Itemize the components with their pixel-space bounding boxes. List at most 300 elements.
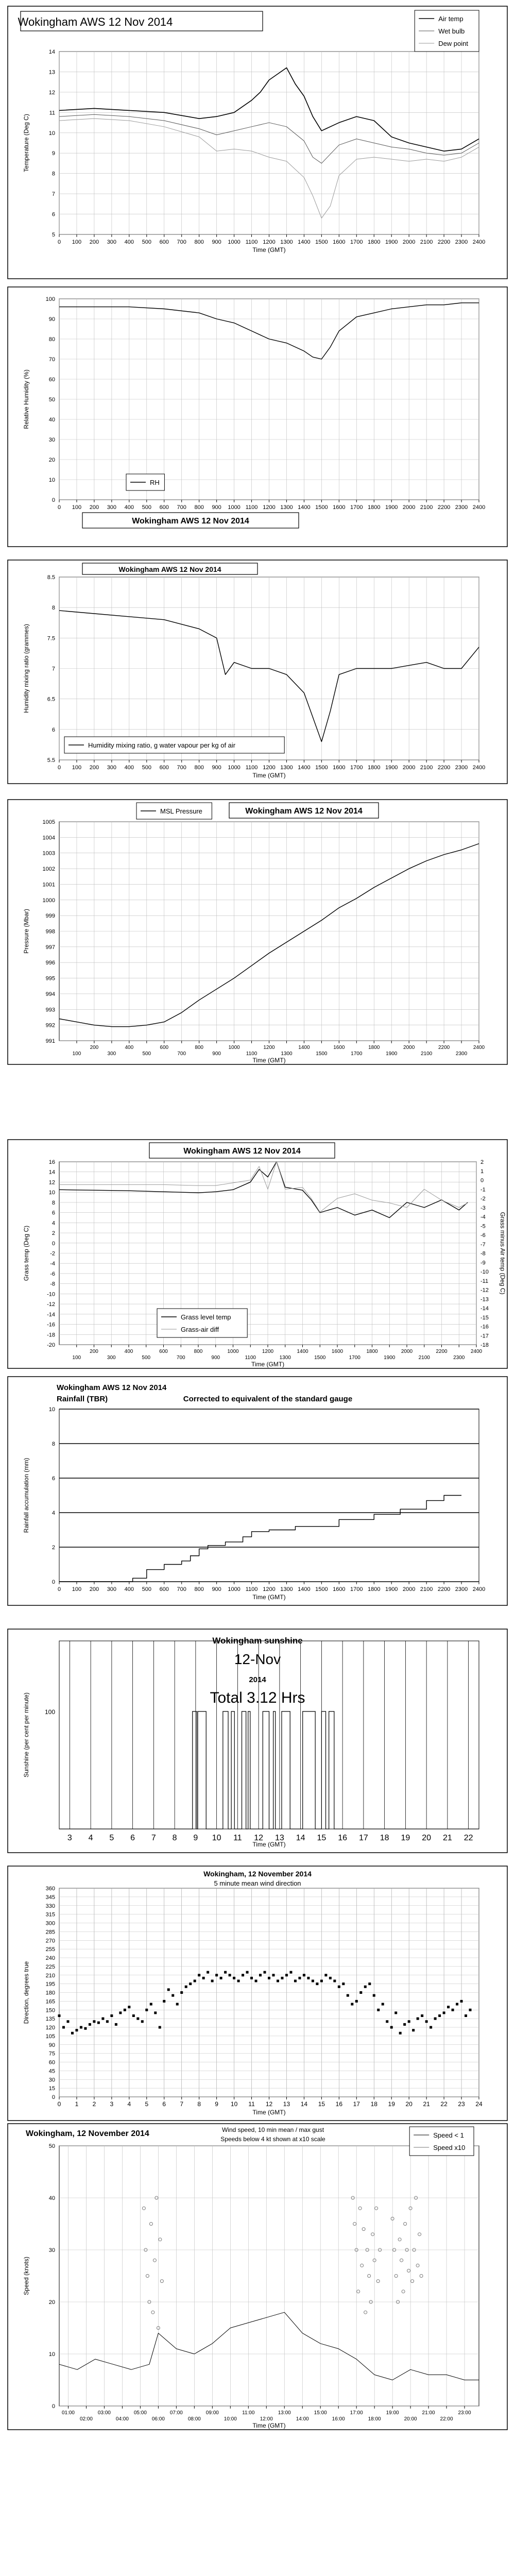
y-tick-label: 1001 bbox=[42, 882, 55, 888]
y-tick-label: -18 bbox=[47, 1332, 55, 1338]
x-axis-label: Time (GMT) bbox=[252, 1057, 286, 1064]
data-point bbox=[324, 1974, 327, 1976]
x-tick-label: 100 bbox=[72, 1586, 82, 1592]
y-tick-label: 360 bbox=[45, 1886, 55, 1892]
legend-label: Humidity mixing ratio, g water vapour per kg of air bbox=[88, 741, 236, 749]
x-tick-label: 700 bbox=[177, 1051, 186, 1057]
x-tick-label: 9 bbox=[215, 2100, 218, 2108]
x-tick-label: 18:00 bbox=[368, 2416, 381, 2422]
x-tick-label: 21:00 bbox=[422, 2410, 435, 2416]
x-tick-label: 200 bbox=[90, 1045, 99, 1050]
y-tick-label: 5 bbox=[52, 232, 55, 238]
data-point bbox=[320, 1980, 323, 1982]
y2-tick-label: -12 bbox=[480, 1287, 489, 1294]
x-tick-label: 700 bbox=[177, 765, 186, 771]
x-tick-label: 2000 bbox=[403, 1045, 415, 1050]
x-tick-label: 500 bbox=[142, 504, 151, 511]
x-tick-label: 4 bbox=[127, 2100, 131, 2108]
x-tick-label: 22:00 bbox=[440, 2416, 453, 2422]
data-point bbox=[298, 1977, 301, 1979]
x-tick-label: 06:00 bbox=[151, 2416, 165, 2422]
x-tick-label: 04:00 bbox=[115, 2416, 129, 2422]
x-tick-label: 600 bbox=[159, 504, 169, 511]
x-tick-label: 700 bbox=[177, 1586, 186, 1592]
x-tick-label: 2400 bbox=[473, 1045, 485, 1050]
y2-tick-label: -17 bbox=[480, 1333, 489, 1340]
y-tick-label: 6 bbox=[52, 726, 55, 733]
y-tick-label: 991 bbox=[45, 1038, 55, 1044]
x-tick-label: 1900 bbox=[385, 504, 398, 511]
x-tick-label: 1600 bbox=[333, 239, 346, 245]
x-tick-label: 1000 bbox=[228, 504, 241, 511]
x-tick-label: 100 bbox=[72, 1051, 81, 1057]
x-tick-label: 7 bbox=[180, 2100, 184, 2108]
x-tick-label: 1800 bbox=[368, 1586, 381, 1592]
x-tick-label: 1400 bbox=[298, 1045, 310, 1050]
data-point bbox=[124, 2009, 126, 2011]
x-tick-label: 1900 bbox=[385, 1586, 398, 1592]
y-tick-label: 1003 bbox=[42, 850, 55, 857]
x-tick-label: 20 bbox=[405, 2100, 413, 2108]
x-tick-label: 1300 bbox=[281, 1051, 293, 1057]
x-tick-label: 600 bbox=[159, 765, 169, 771]
x-tick-label: 900 bbox=[212, 1586, 221, 1592]
x-tick-label: 19 bbox=[401, 1834, 410, 1842]
legend-label: MSL Pressure bbox=[160, 807, 202, 815]
chart-title: Wokingham AWS 12 Nov 2014 bbox=[245, 807, 363, 816]
x-tick-label: 14:00 bbox=[296, 2416, 309, 2422]
y-tick-label: 8 bbox=[52, 605, 55, 612]
chart-subtitle: Rainfall (TBR) bbox=[57, 1395, 108, 1403]
data-point bbox=[421, 2014, 423, 2017]
x-tick-label: 23 bbox=[458, 2100, 465, 2108]
y-tick-label: 50 bbox=[48, 2143, 55, 2149]
x-tick-label: 10:00 bbox=[224, 2416, 237, 2422]
data-point bbox=[277, 1980, 279, 1982]
y-tick-label: 8 bbox=[52, 1199, 55, 1206]
x-tick-label: 2000 bbox=[402, 1586, 416, 1592]
x-tick-label: 1200 bbox=[262, 1349, 274, 1354]
data-point bbox=[285, 1974, 288, 1976]
x-tick-label: 2100 bbox=[418, 1355, 430, 1361]
x-tick-label: 1000 bbox=[228, 1045, 240, 1050]
x-tick-label: 2300 bbox=[455, 504, 468, 511]
x-tick-label: 8 bbox=[172, 1834, 177, 1842]
x-tick-label: 2100 bbox=[420, 1586, 433, 1592]
y-tick-label: 100 bbox=[44, 1708, 55, 1716]
x-tick-label: 1600 bbox=[333, 765, 346, 771]
chart-title: Wokingham AWS 12 Nov 2014 bbox=[18, 15, 173, 28]
y-tick-label: 120 bbox=[45, 2025, 55, 2031]
x-tick-label: 16:00 bbox=[332, 2416, 345, 2422]
chart-subtitle: 5 minute mean wind direction bbox=[214, 1879, 301, 1887]
x-tick-label: 1500 bbox=[315, 239, 328, 245]
data-point bbox=[211, 1980, 214, 1982]
x-tick-label: 19 bbox=[388, 2100, 395, 2108]
x-tick-label: 2300 bbox=[455, 239, 468, 245]
x-tick-label: 0 bbox=[57, 504, 61, 511]
x-tick-label: 10 bbox=[212, 1834, 221, 1842]
data-point bbox=[355, 2000, 358, 2003]
x-tick-label: 2000 bbox=[401, 1349, 413, 1354]
chart-title: Wokingham sunshine bbox=[212, 1636, 303, 1646]
data-point bbox=[207, 1971, 209, 1974]
y-axis-label: Sunshine (per cent per minute) bbox=[23, 1692, 30, 1777]
x-tick-label: 2400 bbox=[472, 504, 486, 511]
x-tick-label: 2200 bbox=[437, 1586, 451, 1592]
data-point bbox=[368, 1982, 371, 1985]
y-tick-label: 270 bbox=[45, 1938, 55, 1944]
x-tick-label: 400 bbox=[124, 504, 134, 511]
y-tick-label: 20 bbox=[48, 2299, 55, 2306]
y-tick-label: -6 bbox=[50, 1270, 55, 1277]
x-tick-label: 0 bbox=[57, 239, 61, 245]
y-tick-label: 12 bbox=[48, 1179, 55, 1186]
panel-frame bbox=[8, 1140, 507, 1368]
x-tick-label: 400 bbox=[125, 1045, 134, 1050]
x-tick-label: 1600 bbox=[333, 504, 346, 511]
data-point bbox=[101, 2018, 104, 2020]
x-tick-label: 800 bbox=[194, 1586, 204, 1592]
y-tick-label: 8 bbox=[52, 1441, 55, 1447]
chart-subtitle: Wind speed, 10 min mean / max gust bbox=[221, 2126, 324, 2133]
y-tick-label: 7 bbox=[52, 666, 55, 672]
data-point bbox=[425, 2020, 428, 2023]
x-tick-label: 400 bbox=[124, 765, 134, 771]
x-tick-label: 2100 bbox=[420, 504, 433, 511]
y-tick-label: 285 bbox=[45, 1929, 55, 1936]
data-point bbox=[62, 2026, 65, 2029]
humidity-chart bbox=[0, 286, 515, 549]
x-tick-label: 1800 bbox=[368, 765, 381, 771]
x-tick-label: 1100 bbox=[246, 1051, 258, 1057]
data-point bbox=[185, 1986, 187, 1988]
x-tick-label: 1300 bbox=[280, 239, 293, 245]
x-tick-label: 2300 bbox=[455, 1051, 468, 1057]
y-tick-label: 13 bbox=[48, 69, 55, 76]
x-tick-label: 300 bbox=[107, 239, 117, 245]
y-tick-label: 5.5 bbox=[47, 757, 55, 764]
data-point bbox=[229, 1974, 231, 1976]
temperature-chart bbox=[0, 5, 515, 281]
x-tick-label: 300 bbox=[107, 504, 117, 511]
y2-tick-label: -14 bbox=[480, 1306, 489, 1312]
data-point bbox=[194, 1980, 196, 1982]
data-point bbox=[386, 2020, 388, 2023]
y-tick-label: 240 bbox=[45, 1955, 55, 1961]
rainfall-chart bbox=[0, 1376, 515, 1607]
x-tick-label: 3 bbox=[110, 2100, 114, 2108]
data-point bbox=[359, 1991, 362, 1994]
grass-temp-chart bbox=[0, 1139, 515, 1370]
x-tick-label: 900 bbox=[212, 765, 221, 771]
y-tick-label: 7.5 bbox=[47, 635, 55, 642]
y2-tick-label: -5 bbox=[480, 1223, 486, 1230]
x-tick-label: 1600 bbox=[331, 1349, 344, 1354]
x-axis-label: Time (GMT) bbox=[252, 246, 286, 253]
y-tick-label: 0 bbox=[52, 2403, 55, 2410]
x-tick-label: 1200 bbox=[263, 504, 276, 511]
data-point bbox=[373, 1994, 375, 1997]
wind-direction-chart bbox=[0, 1865, 515, 2123]
x-tick-label: 16 bbox=[335, 2100, 343, 2108]
x-tick-label: 12 bbox=[254, 1834, 264, 1842]
x-tick-label: 20:00 bbox=[404, 2416, 417, 2422]
x-tick-label: 1800 bbox=[366, 1349, 378, 1354]
x-tick-label: 2 bbox=[92, 2100, 96, 2108]
x-tick-label: 0 bbox=[57, 1586, 61, 1592]
x-tick-label: 13 bbox=[283, 2100, 290, 2108]
y-tick-label: 10 bbox=[48, 2351, 55, 2358]
x-tick-label: 1100 bbox=[245, 765, 258, 771]
sunshine-chart-svg bbox=[0, 1628, 515, 1855]
y-tick-label: 90 bbox=[48, 2042, 55, 2048]
y-tick-label: 0 bbox=[52, 2094, 55, 2100]
x-tick-label: 18 bbox=[370, 2100, 377, 2108]
x-tick-label: 1500 bbox=[315, 504, 328, 511]
x-tick-label: 23:00 bbox=[458, 2410, 471, 2416]
y2-tick-label: -11 bbox=[480, 1278, 489, 1284]
x-tick-label: 1600 bbox=[333, 1586, 346, 1592]
y-tick-label: 996 bbox=[45, 960, 55, 967]
x-tick-label: 2300 bbox=[455, 1586, 468, 1592]
data-point bbox=[347, 1994, 349, 1997]
data-point bbox=[215, 1974, 218, 1976]
wind-speed-chart bbox=[0, 2123, 515, 2432]
y-tick-label: 11 bbox=[49, 110, 55, 116]
x-tick-label: 1200 bbox=[263, 1586, 276, 1592]
x-tick-label: 19:00 bbox=[386, 2410, 399, 2416]
y-tick-label: 40 bbox=[48, 2195, 55, 2201]
data-point bbox=[115, 2023, 117, 2026]
data-point bbox=[338, 1986, 340, 1988]
x-tick-label: 900 bbox=[211, 1355, 220, 1361]
y-tick-label: 4 bbox=[52, 1510, 55, 1516]
x-tick-label: 12:00 bbox=[260, 2416, 273, 2422]
y-tick-label: 20 bbox=[48, 457, 55, 463]
data-point bbox=[390, 2026, 393, 2029]
chart-title: Wokingham AWS 12 Nov 2014 bbox=[57, 1383, 167, 1392]
x-tick-label: 2300 bbox=[453, 1355, 465, 1361]
y2-tick-label: 0 bbox=[480, 1177, 484, 1184]
x-tick-label: 1900 bbox=[385, 239, 398, 245]
y-tick-label: -14 bbox=[47, 1311, 55, 1318]
x-tick-label: 1800 bbox=[368, 504, 381, 511]
legend-label: Dew point bbox=[438, 40, 469, 47]
y-axis-label: Speed (knots) bbox=[23, 2257, 30, 2295]
temperature-chart-svg bbox=[0, 5, 515, 281]
x-tick-label: 2400 bbox=[472, 239, 486, 245]
y-tick-label: 60 bbox=[48, 377, 55, 383]
data-point bbox=[351, 2003, 353, 2006]
y-tick-label: 45 bbox=[48, 2068, 55, 2075]
data-point bbox=[132, 2014, 135, 2017]
mixing-ratio-chart-svg bbox=[0, 559, 515, 786]
x-tick-label: 200 bbox=[89, 504, 99, 511]
x-tick-label: 08:00 bbox=[187, 2416, 201, 2422]
x-tick-label: 16 bbox=[338, 1834, 348, 1842]
x-tick-label: 1100 bbox=[245, 1355, 256, 1361]
data-point bbox=[255, 1980, 258, 1982]
y2-tick-label: 1 bbox=[480, 1168, 484, 1175]
legend bbox=[409, 2127, 474, 2156]
y-tick-label: 180 bbox=[45, 1990, 55, 1996]
x-tick-label: 1400 bbox=[298, 1586, 311, 1592]
y-tick-label: -8 bbox=[50, 1281, 55, 1287]
x-tick-label: 800 bbox=[194, 1349, 203, 1354]
data-point bbox=[167, 1988, 170, 1991]
y-tick-label: 999 bbox=[45, 913, 55, 920]
data-point bbox=[408, 2020, 410, 2023]
data-point bbox=[272, 1974, 274, 1976]
x-tick-label: 2300 bbox=[455, 765, 468, 771]
y-tick-label: 1000 bbox=[42, 897, 55, 904]
data-point bbox=[289, 1971, 292, 1974]
y-tick-label: -20 bbox=[47, 1342, 55, 1348]
y-tick-label: 30 bbox=[48, 437, 55, 443]
y-tick-label: 345 bbox=[45, 1894, 55, 1901]
x-tick-label: 14 bbox=[296, 1834, 305, 1842]
x-axis-label: Time (GMT) bbox=[252, 772, 286, 779]
y-tick-label: -10 bbox=[47, 1291, 55, 1298]
x-tick-label: 900 bbox=[212, 1051, 221, 1057]
y-tick-label: 100 bbox=[45, 296, 55, 302]
data-point bbox=[154, 2011, 157, 2014]
x-tick-label: 1500 bbox=[315, 765, 328, 771]
data-point bbox=[176, 2003, 179, 2006]
x-tick-label: 1200 bbox=[263, 765, 276, 771]
x-tick-label: 100 bbox=[72, 1355, 81, 1361]
data-point bbox=[399, 2032, 402, 2035]
y-tick-label: 315 bbox=[45, 1911, 55, 1918]
x-tick-label: 900 bbox=[212, 239, 221, 245]
x-tick-label: 1700 bbox=[351, 1051, 363, 1057]
data-point bbox=[84, 2027, 87, 2030]
x-tick-label: 6 bbox=[162, 2100, 166, 2108]
x-tick-label: 500 bbox=[142, 765, 151, 771]
y-tick-label: 0 bbox=[52, 1240, 55, 1247]
y-tick-label: 2 bbox=[52, 1545, 55, 1551]
x-tick-label: 1000 bbox=[228, 765, 241, 771]
y-tick-label: 1002 bbox=[42, 866, 55, 873]
chart-title: Wokingham, 12 November 2014 bbox=[26, 2129, 149, 2138]
x-tick-label: 1300 bbox=[280, 504, 293, 511]
y2-tick-label: -7 bbox=[480, 1241, 486, 1248]
data-point bbox=[460, 2000, 463, 2003]
y-tick-label: 995 bbox=[45, 975, 55, 982]
x-tick-label: 1500 bbox=[314, 1355, 326, 1361]
x-tick-label: 1400 bbox=[297, 1349, 308, 1354]
y-tick-label: 12 bbox=[48, 89, 55, 96]
panel-frame bbox=[8, 800, 507, 1064]
chart-total: Total 3.12 Hrs bbox=[210, 1689, 305, 1706]
x-tick-label: 1700 bbox=[350, 765, 363, 771]
legend-label: Grass level temp bbox=[181, 1313, 231, 1321]
data-point bbox=[447, 2006, 450, 2008]
x-tick-label: 2200 bbox=[437, 765, 451, 771]
x-tick-label: 20 bbox=[422, 1834, 432, 1842]
y-axis-label: Relative Humidity (%) bbox=[23, 369, 30, 429]
y-tick-label: 7 bbox=[52, 191, 55, 198]
x-tick-label: 4 bbox=[88, 1834, 93, 1842]
x-tick-label: 600 bbox=[159, 1586, 169, 1592]
x-tick-label: 200 bbox=[89, 1586, 99, 1592]
y-tick-label: 994 bbox=[45, 991, 55, 997]
y-axis-label: Rainfall accumulation (mm) bbox=[23, 1458, 30, 1533]
data-point bbox=[294, 1980, 297, 1982]
data-point bbox=[382, 2003, 384, 2006]
sunshine-chart bbox=[0, 1628, 515, 1855]
y2-tick-label: -6 bbox=[480, 1232, 486, 1239]
x-tick-label: 2000 bbox=[402, 765, 416, 771]
pressure-chart bbox=[0, 799, 515, 1066]
y-tick-label: 993 bbox=[45, 1007, 55, 1013]
x-tick-label: 17 bbox=[353, 2100, 360, 2108]
x-tick-label: 1500 bbox=[315, 1586, 328, 1592]
data-point bbox=[159, 2026, 161, 2029]
data-point bbox=[412, 2029, 415, 2031]
x-axis-label: Time (GMT) bbox=[252, 1841, 286, 1848]
y-tick-label: 225 bbox=[45, 1963, 55, 1970]
x-tick-label: 2200 bbox=[437, 504, 451, 511]
data-point bbox=[233, 1977, 235, 1979]
x-tick-label: 800 bbox=[195, 1045, 204, 1050]
data-point bbox=[281, 1977, 283, 1979]
wind-speed-chart-svg bbox=[0, 2123, 515, 2432]
x-axis-label: Time (GMT) bbox=[252, 2109, 286, 2116]
data-point bbox=[89, 2023, 91, 2026]
y-tick-label: 6 bbox=[52, 1476, 55, 1482]
y-tick-label: 8.5 bbox=[47, 574, 55, 581]
x-tick-label: 14 bbox=[300, 2100, 308, 2108]
data-point bbox=[438, 2014, 441, 2017]
y-tick-label: 997 bbox=[45, 944, 55, 951]
x-tick-label: 2200 bbox=[437, 239, 451, 245]
y-tick-label: 255 bbox=[45, 1946, 55, 1953]
y-tick-label: 6 bbox=[52, 211, 55, 218]
x-tick-label: 1000 bbox=[227, 1349, 239, 1354]
data-point bbox=[220, 1977, 222, 1979]
y-axis-label: Grass temp (Deg C) bbox=[23, 1225, 30, 1281]
x-tick-label: 3 bbox=[67, 1834, 72, 1842]
y-tick-label: 30 bbox=[48, 2247, 55, 2253]
y-tick-label: 50 bbox=[48, 397, 55, 403]
x-tick-label: 200 bbox=[89, 239, 99, 245]
data-point bbox=[329, 1977, 332, 1979]
y-axis-label: Pressure (Mbar) bbox=[23, 909, 30, 954]
x-tick-label: 22 bbox=[464, 1834, 473, 1842]
rainfall-chart-svg bbox=[0, 1376, 515, 1607]
x-tick-label: 6 bbox=[130, 1834, 135, 1842]
y-tick-label: 80 bbox=[48, 336, 55, 343]
x-tick-label: 21 bbox=[423, 2100, 430, 2108]
data-point bbox=[246, 1971, 249, 1974]
x-tick-label: 1300 bbox=[279, 1355, 291, 1361]
pressure-chart-svg bbox=[0, 799, 515, 1066]
x-tick-label: 1200 bbox=[263, 239, 276, 245]
data-point bbox=[333, 1980, 336, 1982]
x-tick-label: 15 bbox=[318, 2100, 325, 2108]
data-point bbox=[417, 2018, 419, 2020]
y2-tick-label: -16 bbox=[480, 1324, 489, 1330]
x-tick-label: 600 bbox=[159, 239, 169, 245]
data-point bbox=[180, 1991, 183, 1994]
x-tick-label: 15:00 bbox=[314, 2410, 327, 2416]
data-point bbox=[110, 2014, 113, 2017]
y-tick-label: 30 bbox=[48, 2077, 55, 2083]
x-tick-label: 1900 bbox=[384, 1355, 396, 1361]
x-tick-label: 100 bbox=[72, 765, 82, 771]
